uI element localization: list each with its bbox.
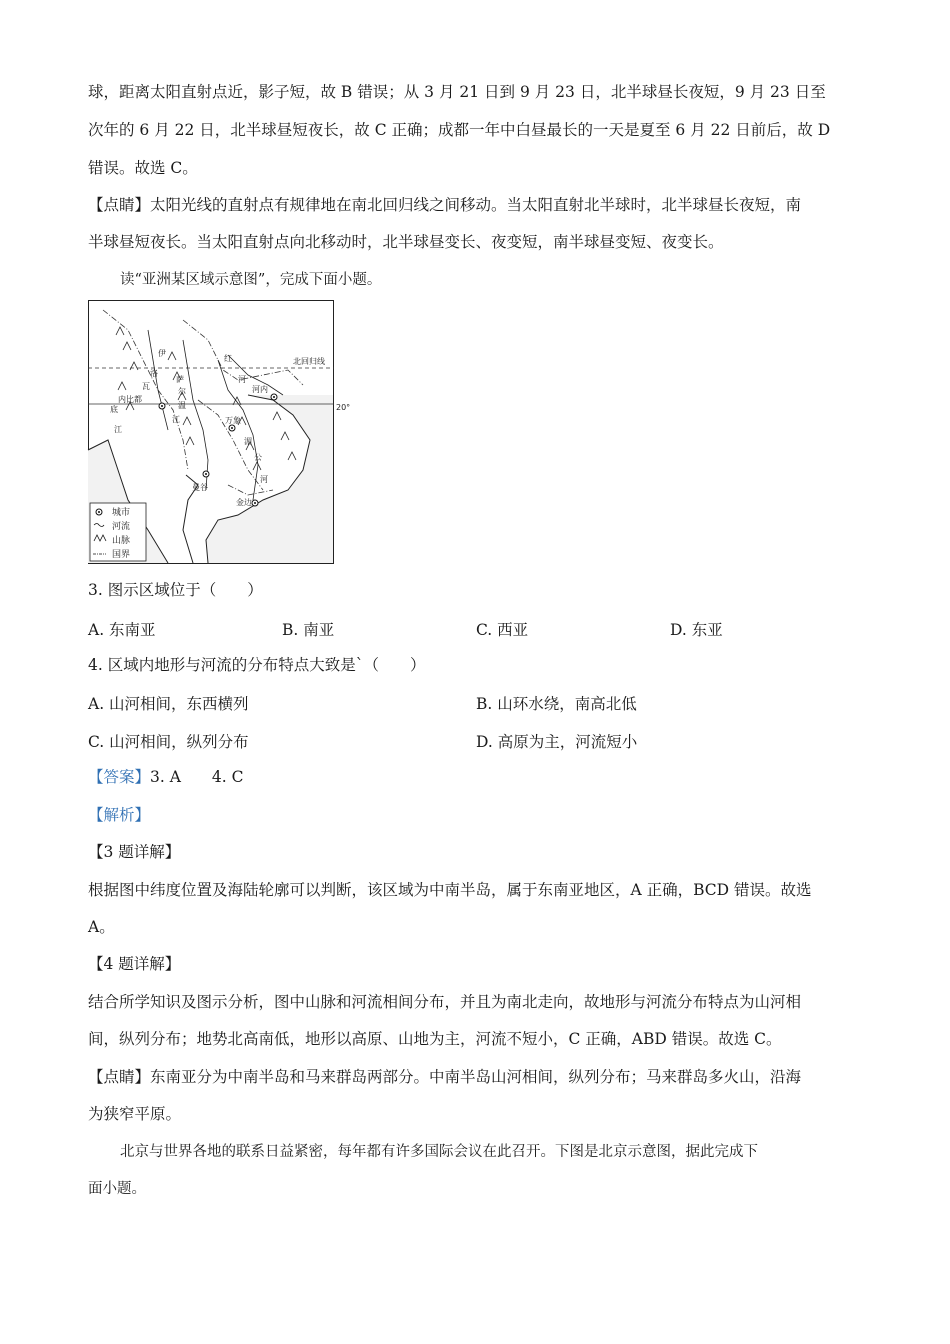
text-line: 根据图中纬度位置及海陆轮廓可以判断，该区域为中南半岛，属于东南亚地区，A 正确，BCD 错误。故选: [88, 881, 812, 899]
text-line: 次年的 6 月 22 日，北半球昼短夜长，故 C 正确；成都一年中白昼最长的一天是夏至 6 月 22 日前后，故 D: [88, 121, 831, 139]
map-label: 河: [260, 475, 268, 484]
legend-city: 城市: [112, 508, 131, 518]
tip-line: 【点睛】太阳光线的直射点有规律地在南北回归线之间移动。当太阳直射北半球时，北半球昼长夜短，南: [88, 196, 802, 214]
q4-option-a: A. 山河相间，东西横列: [88, 695, 249, 713]
text-line: 结合所学知识及图示分析，图中山脉和河流相间分布，并且为南北走向，故地形与河流分布特点为山河相: [88, 993, 802, 1011]
question-intro: 面小题。: [88, 1181, 146, 1197]
answer-label: 【答案】: [88, 768, 151, 786]
question-intro: 读“亚洲某区域示意图”，完成下面小题。: [120, 272, 382, 288]
question-3-stem: 3. 图示区域位于（ ）: [88, 581, 263, 599]
text-line: 球，距离太阳直射点近，影子短，故 B 错误；从 3 月 21 日到 9 月 23 日，北半球昼长夜短，9 月 23 日至: [88, 83, 826, 101]
q4-option-d: D. 高原为主，河流短小: [476, 733, 638, 751]
q3-option-c: C. 西亚: [476, 621, 529, 639]
legend-mountain: 山脉: [112, 536, 131, 546]
q3-option-d: D. 东亚: [670, 621, 723, 639]
q3-detail-title: 【3 题详解】: [88, 843, 181, 861]
question-intro: 北京与世界各地的联系日益紧密，每年都有许多国际会议在此召开。下图是北京示意图，据此完成下: [120, 1144, 758, 1160]
map-label: 伊: [158, 349, 166, 358]
tropic-label: 北回归线: [293, 357, 325, 366]
tip-line: 半球昼短夜长。当太阳直射点向北移动时，北半球昼变长、夜变短，南半球昼变短、夜变长。: [88, 233, 724, 251]
map-label: 尔: [178, 387, 186, 396]
analysis-label: 【解析】: [88, 806, 151, 824]
map-label: 公: [254, 453, 262, 462]
map-label: 江: [172, 415, 180, 424]
map-label: 湄: [244, 437, 252, 446]
city-label: 河内: [252, 385, 268, 394]
city-label: 曼谷: [192, 483, 208, 492]
q4-option-c: C. 山河相间，纵列分布: [88, 733, 249, 751]
answer-line: [88, 767, 244, 787]
map-label: 瓦: [142, 382, 150, 391]
text-line: 间，纵列分布；地势北高南低，地形以高原、山地为主，河流不短小，C 正确，ABD 错误。故选 C。: [88, 1030, 782, 1048]
city-label: 金边: [236, 498, 252, 507]
map-label: 红: [224, 354, 232, 363]
answer-text: 3. A 4. C: [150, 768, 244, 786]
map-label: 江: [114, 425, 122, 434]
map-label: 底: [110, 405, 118, 414]
q4-detail-title: 【4 题详解】: [88, 955, 181, 973]
lat-label: 20°: [336, 403, 351, 412]
legend-river: 河流: [112, 522, 131, 532]
question-4-stem: 4. 区域内地形与河流的分布特点大致是`（ ）: [88, 656, 426, 674]
q3-option-a: A. 东南亚: [88, 621, 156, 639]
q4-option-b: B. 山环水绕，南高北低: [476, 695, 637, 713]
city-label: 万象: [225, 416, 241, 425]
map-label: 河: [238, 375, 246, 384]
city-label: 内比都: [118, 395, 142, 404]
tip-line: 为狭窄平原。: [88, 1105, 182, 1123]
map-label: 温: [178, 401, 186, 410]
map-label: 洛: [150, 369, 158, 378]
tip-line: 【点睛】东南亚分为中南半岛和马来群岛两部分。中南半岛山河相间，纵列分布；马来群岛多火山，沿海: [88, 1068, 802, 1086]
region-map: [88, 300, 351, 564]
q3-option-b: B. 南亚: [282, 621, 335, 639]
text-line: A。: [88, 918, 115, 936]
map-label: 萨: [176, 375, 184, 384]
text-line: 错误。故选 C。: [88, 159, 198, 177]
legend-border: 国界: [112, 550, 131, 560]
